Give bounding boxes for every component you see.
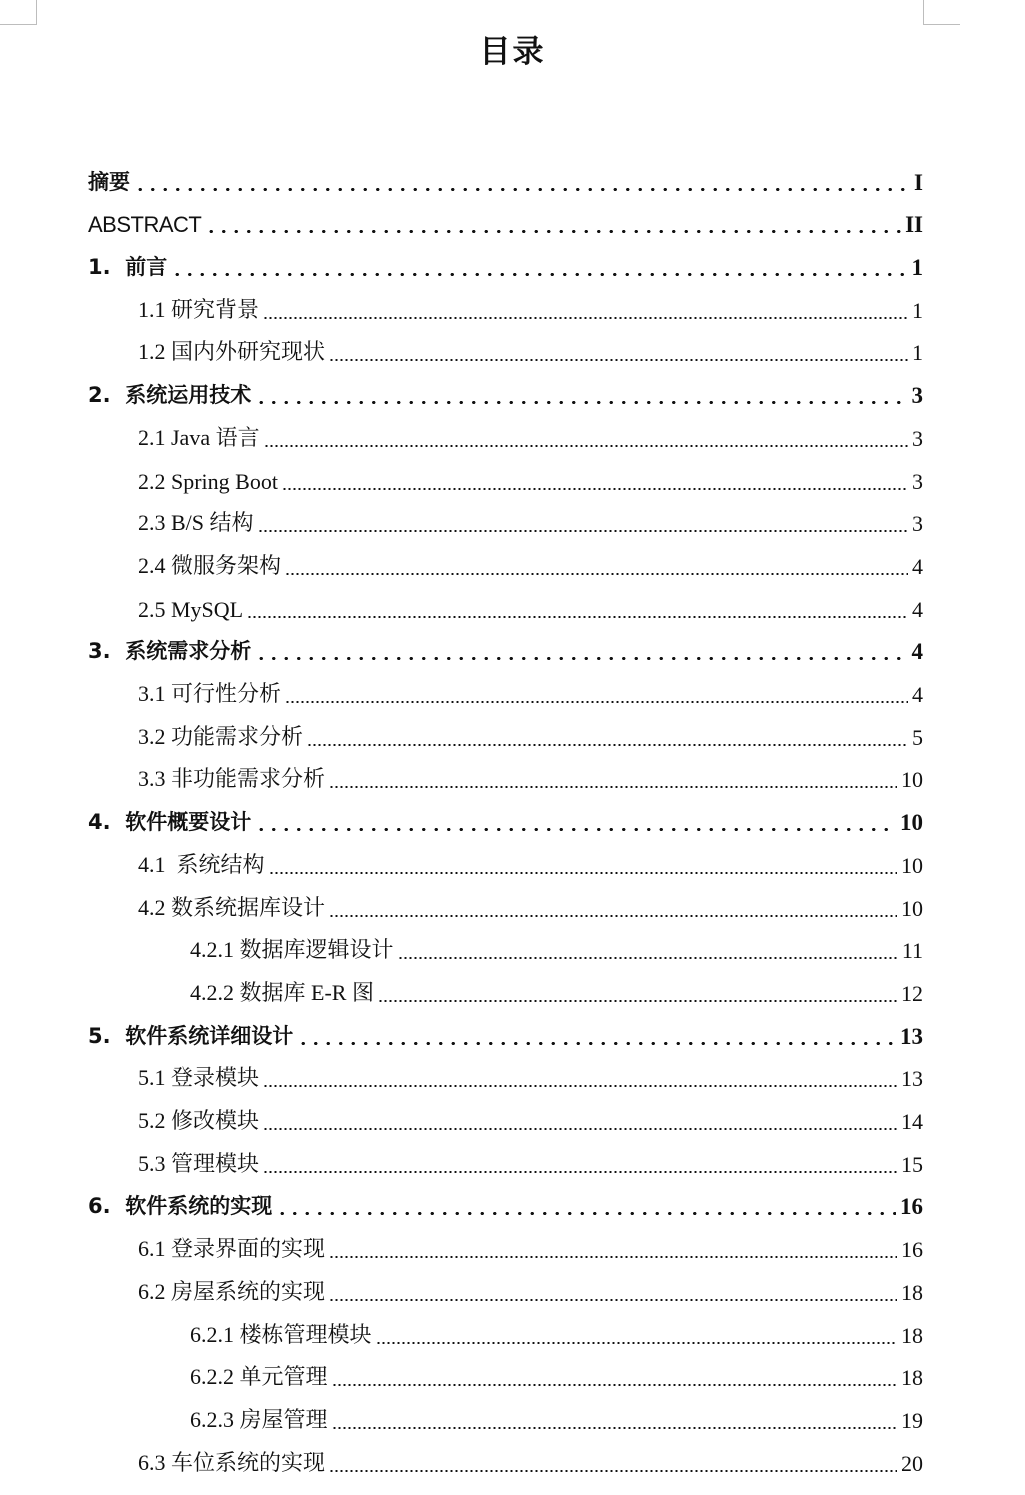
toc-entry-page-number: 4 xyxy=(912,596,923,622)
toc-entry[interactable] xyxy=(138,584,923,627)
toc-entry[interactable] xyxy=(138,285,923,328)
toc-entry[interactable] xyxy=(138,840,923,883)
toc-entry[interactable] xyxy=(138,499,923,542)
toc-entry-page-number: 18 xyxy=(901,1365,923,1391)
toc-entry[interactable] xyxy=(190,968,923,1011)
dot-leader xyxy=(285,573,908,575)
dot-leader xyxy=(282,488,908,490)
toc-entry-label: 1. 前言 xyxy=(88,255,168,280)
toc-entry-label: 6.1 登录界面的实现 xyxy=(138,1236,326,1262)
toc-entry-label: 2.3 B/S 结构 xyxy=(138,510,254,536)
toc-entry[interactable] xyxy=(88,200,923,243)
toc-entry-page-number: 13 xyxy=(901,1066,923,1092)
toc-entry[interactable] xyxy=(138,541,923,584)
toc-entry-label: 6. 软件系统的实现 xyxy=(88,1194,273,1219)
toc-entry-label: 3.2 功能需求分析 xyxy=(138,723,304,749)
dot-leader xyxy=(398,957,898,959)
dot-leader xyxy=(332,1384,897,1386)
dot-leader xyxy=(329,359,908,361)
dot-leader xyxy=(376,1342,897,1344)
dot-leader xyxy=(329,1470,897,1472)
dot-leader xyxy=(297,1042,896,1045)
toc-entry-label: 4.2 数系统据库设计 xyxy=(138,894,326,920)
toc-entry-label: 6.2 房屋系统的实现 xyxy=(138,1278,326,1304)
toc-entry-page-number: 16 xyxy=(900,1194,923,1220)
toc-entry-page-number: 18 xyxy=(901,1322,923,1348)
toc-entry[interactable] xyxy=(190,1353,923,1396)
toc-entry-page-number: 15 xyxy=(901,1151,923,1177)
toc-entry-label: 6.2.3 房屋管理 xyxy=(190,1406,328,1432)
toc-entry[interactable] xyxy=(138,1139,923,1182)
toc-entry-label: 5.2 修改模块 xyxy=(138,1108,260,1134)
toc-entry[interactable] xyxy=(190,926,923,969)
toc-entry-page-number: 4 xyxy=(912,682,923,708)
dot-leader xyxy=(205,230,901,233)
toc-entry[interactable] xyxy=(88,242,923,285)
dot-leader xyxy=(134,188,910,191)
dot-leader xyxy=(258,530,908,532)
toc-entry-page-number: 20 xyxy=(901,1450,923,1476)
toc-entry-label: 2.4 微服务架构 xyxy=(138,552,282,578)
dot-leader xyxy=(329,915,897,917)
toc-entry[interactable] xyxy=(138,1438,923,1481)
toc-entry-page-number: 3 xyxy=(912,425,923,451)
toc-entry-page-number: 19 xyxy=(901,1407,923,1433)
toc-entry-label: 1.2 国内外研究现状 xyxy=(138,339,326,365)
toc-entry-page-number: 3 xyxy=(912,511,923,537)
toc-entry[interactable] xyxy=(138,456,923,499)
toc-entry-page-number: I xyxy=(914,169,923,195)
dot-leader xyxy=(263,317,908,319)
toc-entry-page-number: 3 xyxy=(912,468,923,494)
toc-entry-label: 6.2.2 单元管理 xyxy=(190,1364,328,1390)
toc-entry-page-number: 4 xyxy=(911,639,923,665)
dot-leader xyxy=(285,701,908,703)
toc-entry[interactable] xyxy=(138,328,923,371)
toc-entry[interactable] xyxy=(138,712,923,755)
toc-entry-page-number: 4 xyxy=(912,553,923,579)
toc-entry-page-number: 1 xyxy=(911,255,923,281)
toc-entry-label: 1.1 研究背景 xyxy=(138,296,260,322)
toc-entry-page-number: 16 xyxy=(901,1237,923,1263)
dot-leader xyxy=(247,616,908,618)
toc-entry[interactable] xyxy=(138,883,923,926)
toc-entry[interactable] xyxy=(88,798,923,841)
toc-entry[interactable] xyxy=(190,1310,923,1353)
dot-leader xyxy=(171,273,907,276)
toc-entry[interactable] xyxy=(88,157,923,200)
toc-entry-label: 4.2.2 数据库 E-R 图 xyxy=(190,979,374,1005)
toc-title: 目录 xyxy=(479,34,546,70)
dot-leader xyxy=(255,828,896,831)
toc-entry-page-number: 14 xyxy=(901,1109,923,1135)
crop-mark-top-left xyxy=(0,0,37,25)
toc-entry-label: 3.1 可行性分析 xyxy=(138,681,282,707)
toc-entry[interactable] xyxy=(138,669,923,712)
dot-leader xyxy=(332,1427,897,1429)
toc-entry[interactable] xyxy=(138,1267,923,1310)
toc-entry-label: 3. 系统需求分析 xyxy=(88,639,252,664)
toc-entry[interactable] xyxy=(88,371,923,414)
toc-entry-label: 5.1 登录模块 xyxy=(138,1065,260,1091)
toc-entry-page-number: 1 xyxy=(912,340,923,366)
dot-leader xyxy=(329,1299,897,1301)
toc-entry-label: 4.2.1 数据库逻辑设计 xyxy=(190,937,394,963)
toc-entry-page-number: 12 xyxy=(901,980,923,1006)
toc-entry-page-number: 13 xyxy=(900,1023,923,1049)
toc-entry[interactable] xyxy=(138,755,923,798)
toc-entry-label: 5.3 管理模块 xyxy=(138,1150,260,1176)
dot-leader xyxy=(307,744,908,746)
dot-leader xyxy=(263,1085,897,1087)
toc-entry[interactable] xyxy=(138,413,923,456)
toc-entry-page-number: 1 xyxy=(912,297,923,323)
toc-entry-page-number: 18 xyxy=(901,1279,923,1305)
toc-entry-page-number: 10 xyxy=(901,852,923,878)
toc-entry[interactable] xyxy=(138,1054,923,1097)
dot-leader xyxy=(255,401,907,404)
toc-entry-label: 2.5 MySQL xyxy=(138,596,244,622)
dot-leader xyxy=(264,445,908,447)
toc-entry[interactable] xyxy=(88,1182,923,1225)
toc-entry-page-number: 10 xyxy=(901,767,923,793)
toc-entry[interactable] xyxy=(138,1096,923,1139)
toc-entry-label: 3.3 非功能需求分析 xyxy=(138,766,326,792)
dot-leader xyxy=(269,872,897,874)
dot-leader xyxy=(276,1212,896,1215)
dot-leader xyxy=(263,1128,897,1130)
dot-leader xyxy=(378,1000,897,1002)
toc-entry-page-number: 10 xyxy=(901,895,923,921)
toc-entry-label: 2. 系统运用技术 xyxy=(88,383,252,408)
dot-leader xyxy=(329,786,897,788)
crop-mark-top-right xyxy=(923,0,960,25)
toc-entry-page-number: 10 xyxy=(900,810,923,836)
toc-entry[interactable] xyxy=(88,627,923,670)
toc-entry-label: 4. 软件概要设计 xyxy=(88,810,252,835)
toc-entry-label: 4.1 系统结构 xyxy=(138,851,265,877)
dot-leader xyxy=(263,1171,897,1173)
toc-entry-page-number: 11 xyxy=(901,938,923,964)
toc-entry-label: ABSTRACT xyxy=(88,212,202,238)
dot-leader xyxy=(255,657,907,660)
toc-entry-page-number: 3 xyxy=(911,383,923,409)
toc-entry[interactable] xyxy=(138,1225,923,1268)
toc-entry-label: 摘要 xyxy=(88,169,130,194)
toc-entry-page-number: 5 xyxy=(912,724,923,750)
toc-entry-label: 6.3 车位系统的实现 xyxy=(138,1449,326,1475)
toc-entry-page-number: II xyxy=(905,212,923,238)
toc-entry-label: 5. 软件系统详细设计 xyxy=(88,1023,294,1048)
toc-entry-label: 6.2.1 楼栋管理模块 xyxy=(190,1321,372,1347)
toc-entry[interactable] xyxy=(88,1011,923,1054)
toc-entry-label: 2.1 Java 语言 xyxy=(138,424,260,450)
toc-entry[interactable] xyxy=(190,1395,923,1438)
toc-entry-label: 2.2 Spring Boot xyxy=(138,468,278,494)
dot-leader xyxy=(329,1256,897,1258)
